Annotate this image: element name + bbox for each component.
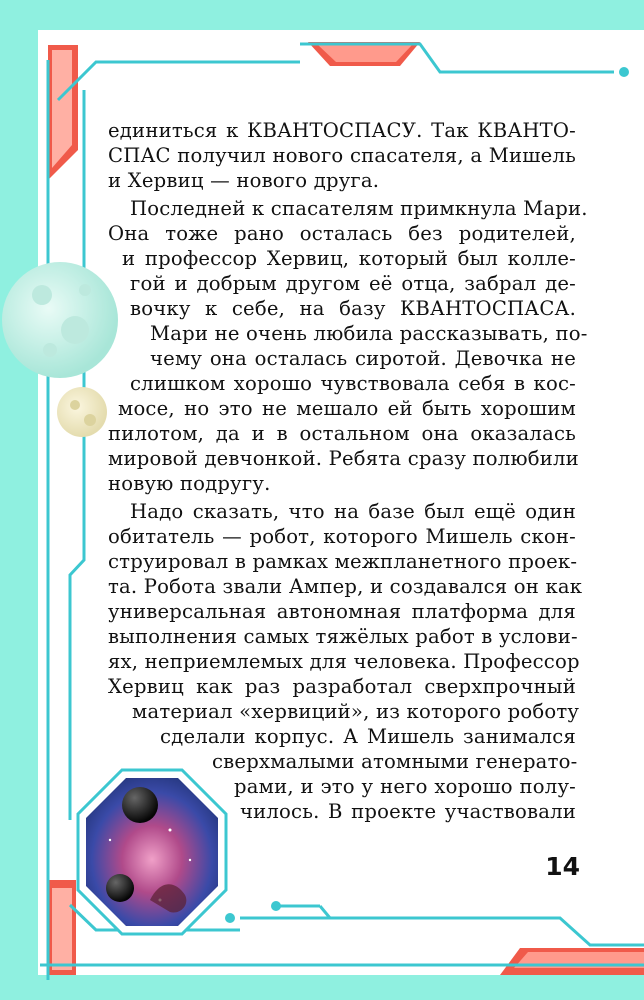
text-line: Последней к спасателям примкнула Мари.	[130, 197, 588, 220]
text-line: новую подругу.	[108, 472, 271, 495]
text-line: Хервиц как раз разработал сверхпрочный	[108, 675, 576, 698]
text-line: чилось. В проекте участвовали	[240, 800, 576, 823]
text-line: и профессор Хервиц, который был колле-	[122, 247, 576, 270]
text-line: слишком хорошо чувствовала себя в кос-	[130, 372, 576, 395]
text-line: единиться к КВАНТОСПАСУ. Так КВАНТО-	[108, 119, 576, 142]
text-line: СПАС получил нового спасателя, а Мишель	[108, 144, 576, 167]
text-line: ях, неприемлемых для человека. Профессор	[108, 650, 580, 673]
circuit-dot	[225, 913, 235, 923]
text-line: гой и добрым другом её отца, забрал де-	[130, 272, 576, 295]
moon-illustration	[2, 262, 118, 378]
text-line: Надо сказать, что на базе был ещё один	[130, 500, 576, 523]
text-line: сверхмалыми атомными генерато-	[212, 750, 578, 773]
text-line: обитатель — робот, которого Мишель скон-	[108, 525, 576, 548]
text-line: выполнения самых тяжёлых работ в услови-	[108, 625, 578, 648]
text-line: Мари не очень любила рассказывать, по-	[150, 322, 588, 345]
page-number: 14	[545, 852, 580, 881]
text-line: материал «хервиций», из которого роботу	[132, 700, 580, 723]
circuit-dot	[619, 67, 629, 77]
text-line: универсальная автономная платформа для	[108, 600, 576, 623]
text-line: сделали корпус. А Мишель занимался	[160, 725, 576, 748]
text-line: чему она осталась сиротой. Девочка не	[150, 347, 576, 370]
text-line: Она тоже рано осталась без родителей,	[108, 222, 576, 245]
text-line: вочку к себе, на базу КВАНТОСПАСА.	[130, 297, 576, 320]
space-octagon-illustration	[78, 770, 226, 934]
text-line: та. Робота звали Ампер, и создавался он как	[108, 575, 583, 598]
text-line: мосе, но это не мешало ей быть хорошим	[118, 397, 576, 420]
text-line: и Хервиц — нового друга.	[108, 169, 380, 192]
small-moon-illustration	[57, 387, 107, 437]
text-line: пилотом, да и в остальном она оказалась	[108, 422, 576, 445]
text-line: мировой девчонкой. Ребята сразу полюбили	[108, 447, 579, 470]
text-line: струировал в рамках межпланетного проек-	[108, 550, 578, 573]
text-line: рами, и это у него хорошо полу-	[234, 775, 576, 798]
